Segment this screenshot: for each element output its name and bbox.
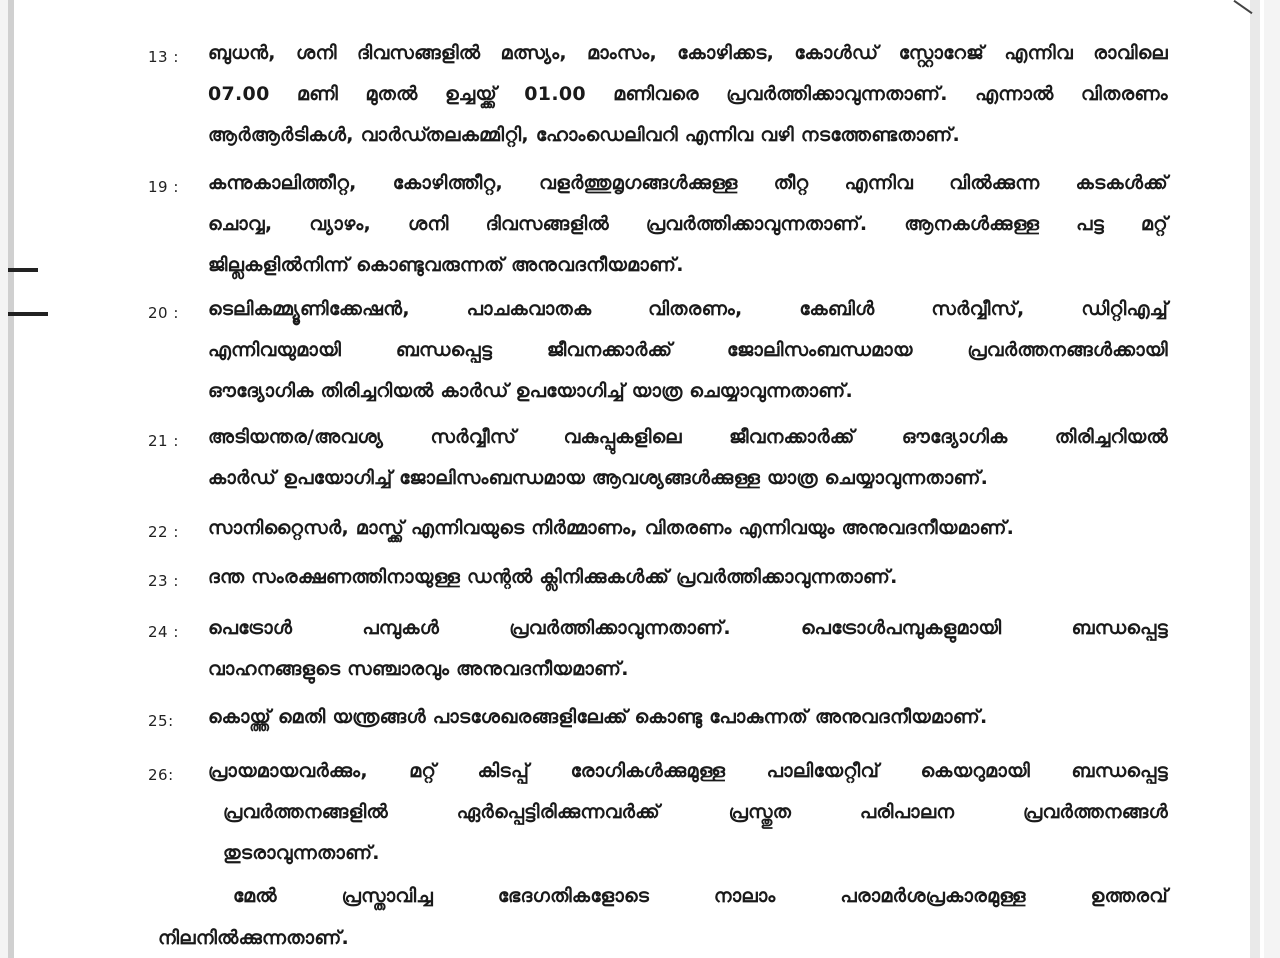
- clause-line: [208, 566, 1168, 588]
- clause-text: ദന്ത സംരക്ഷണത്തിനായുള്ള ഡന്റൽ ക്ലിനിക്കുകൾക്ക് പ്രവർത്തിക്കാവുന്നതാണ്.: [208, 566, 898, 588]
- clause-text: കാർഡ് ഉപയോഗിച്ച് ജോലിസംബന്ധമായ ആവശ്യങ്ങൾക്കുള്ള യാത്ര ചെയ്യാവുന്നതാണ്.: [208, 467, 989, 489]
- word: പമ്പുകൾ: [362, 617, 440, 639]
- word: എന്നിവ: [844, 172, 914, 194]
- word: രാവിലെ: [1093, 42, 1168, 64]
- clause-text: ജില്ലകളിൽനിന്ന് കൊണ്ടുവരുന്നത് അനുവദനീയമാണ്.: [208, 254, 684, 276]
- word: എന്നിവ: [1004, 42, 1073, 64]
- word: തീറ്റ: [773, 172, 809, 194]
- word: എന്നാൽ: [975, 83, 1054, 105]
- closing-line-1: [233, 885, 1168, 907]
- word: സ്റ്റോറേജ്: [898, 42, 985, 64]
- word: പ്രവർത്തിക്കാവുന്നതാണ്.: [726, 83, 948, 105]
- word: രോഗികൾക്കുമുള്ള: [570, 760, 726, 782]
- clause-text: തുടരാവുന്നതാണ്.: [223, 842, 380, 864]
- scan-edge-mark: [8, 268, 38, 272]
- clause-text: ഔദ്യോഗിക തിരിച്ചറിയൽ കാർഡ് ഉപയോഗിച്ച് യാത്ര ചെയ്യാവുന്നതാണ്.: [208, 380, 853, 402]
- word: ടെലികമ്മ്യൂണിക്കേഷൻ,: [208, 298, 410, 320]
- clause-number: 22 :: [148, 523, 179, 541]
- word: പ്രസ്താവിച്ച: [341, 885, 434, 907]
- clause-text: വാഹനങ്ങളുടെ സഞ്ചാരവും അനുവദനീയമാണ്.: [208, 658, 629, 680]
- word: പെട്രോൾ: [208, 617, 293, 639]
- word: കോൾഡ്: [794, 42, 879, 64]
- word: കടകൾക്ക്: [1075, 172, 1168, 194]
- word: വളർത്തുമൃഗങ്ങൾക്കുള്ള: [539, 172, 738, 194]
- word: കോഴിക്കട,: [677, 42, 775, 64]
- word: മേൽ: [233, 885, 277, 907]
- word: വിതരണം: [1081, 83, 1168, 105]
- word: ബന്ധപ്പെട്ട: [1071, 760, 1168, 782]
- word: പ്രായമായവർക്കും,: [208, 760, 368, 782]
- word: വ്യാഴം,: [309, 213, 372, 235]
- word: പ്രവർത്തനങ്ങൾക്കായി: [967, 339, 1168, 361]
- clause-line: [208, 426, 1168, 448]
- clause-line: [208, 254, 1168, 276]
- word: പാചകവാതക: [466, 298, 592, 320]
- document-page: [8, 0, 1264, 958]
- scan-edge-mark: [8, 312, 48, 316]
- clause-text: ആർആർടികൾ, വാർഡ്തലകമ്മിറ്റി, ഹോംഡെലിവറി എന്നിവ വഴി നടത്തേണ്ടതാണ്.: [208, 124, 960, 146]
- word: ജീവനക്കാർക്ക്: [546, 339, 673, 361]
- word: ഉച്ചയ്ക്ക്: [444, 83, 497, 105]
- word: മറ്റ്: [409, 760, 437, 782]
- clause-number: 21 :: [148, 432, 179, 450]
- closing-line-2: [158, 927, 1168, 949]
- word: പരാമർശപ്രകാരമുള്ള: [840, 885, 1026, 907]
- word: കോഴിത്തീറ്റ,: [392, 172, 503, 194]
- word: അടിയന്തര/അവശ്യ: [208, 426, 384, 448]
- clause-line: [208, 658, 1168, 680]
- scan-left-edge: [8, 0, 14, 958]
- word: വിൽക്കുന്ന: [949, 172, 1040, 194]
- word: പരിപാലന: [859, 801, 955, 823]
- word: മത്സ്യം,: [500, 42, 567, 64]
- word: നാലാം: [713, 885, 776, 907]
- clause-line: [208, 298, 1168, 320]
- word: മണി: [296, 83, 339, 105]
- word: തിരിച്ചറിയൽ: [1054, 426, 1168, 448]
- clause-number: 24 :: [148, 623, 179, 641]
- clause-line: [223, 842, 1168, 864]
- clause-number: 13 :: [148, 48, 179, 66]
- word: ബുധൻ,: [208, 42, 276, 64]
- word: എന്നിവയുമായി: [208, 339, 342, 361]
- clause-text: സാനിറ്റൈസർ, മാസ്ക്ക് എന്നിവയുടെ നിർമ്മാണം, വിതരണം എന്നിവയും അനുവദനീയമാണ്.: [208, 517, 1015, 539]
- scan-right-edge: [1250, 0, 1260, 958]
- word: കിടപ്പ്: [477, 760, 530, 782]
- word: ജീവനക്കാർക്ക്: [729, 426, 855, 448]
- word: ജോലിസംബന്ധമായ: [726, 339, 913, 361]
- word: മറ്റ്: [1141, 213, 1168, 235]
- word: വിതരണം,: [648, 298, 743, 320]
- clause-line: [223, 801, 1168, 823]
- word: പ്രവർത്തനങ്ങളിൽ: [223, 801, 389, 823]
- word: ബന്ധപ്പെട്ട: [395, 339, 493, 361]
- clause-number: 20 :: [148, 304, 179, 322]
- word: ഭേദഗതികളോടെ: [497, 885, 650, 907]
- clause-line: [208, 517, 1168, 539]
- clause-line: [208, 42, 1168, 64]
- word: ശനി: [296, 42, 337, 64]
- clause-number: 23 :: [148, 572, 179, 590]
- clause-line: [208, 172, 1168, 194]
- word: ഡിറ്റിഎച്ച്: [1081, 298, 1168, 320]
- word: പട്ട: [1076, 213, 1105, 235]
- word: വകുപ്പുകളിലെ: [563, 426, 682, 448]
- word: കേബിൾ: [799, 298, 875, 320]
- clause-number: 25:: [148, 712, 174, 730]
- word: മണിവരെ: [613, 83, 699, 105]
- clause-line: [208, 706, 1168, 728]
- closing-text: നിലനിൽക്കുന്നതാണ്.: [158, 927, 350, 949]
- word: ശനി: [407, 213, 449, 235]
- clause-line: [208, 467, 1168, 489]
- clause-number: 19 :: [148, 178, 179, 196]
- word: 01.00: [524, 83, 586, 105]
- clause-line: [208, 213, 1168, 235]
- word: 07.00: [208, 83, 270, 105]
- word: ചൊവ്വ,: [208, 213, 273, 235]
- clause-line: [208, 124, 1168, 146]
- word: ബന്ധപ്പെട്ട: [1071, 617, 1168, 639]
- clause-line: [208, 339, 1168, 361]
- clause-line: [208, 83, 1168, 105]
- clause-number: 26:: [148, 766, 174, 784]
- word: ഔദ്യോഗിക: [901, 426, 1008, 448]
- clause-line: [208, 380, 1168, 402]
- word: സർവ്വീസ്,: [931, 298, 1025, 320]
- word: ആനകൾക്കുള്ള: [904, 213, 1040, 235]
- word: ഉത്തരവ്: [1090, 885, 1168, 907]
- word: മുതൽ: [365, 83, 418, 105]
- clause-line: [208, 617, 1168, 639]
- word: ദിവസങ്ങളിൽ: [485, 213, 609, 235]
- word: കെയറുമായി: [920, 760, 1031, 782]
- word: പെട്രോൾപമ്പുകളുമായി: [800, 617, 1002, 639]
- word: ദിവസങ്ങളിൽ: [357, 42, 481, 64]
- word: പ്രസ്തുത: [728, 801, 792, 823]
- word: സർവ്വീസ്: [430, 426, 517, 448]
- word: പ്രവർത്തിക്കാവുന്നതാണ്.: [645, 213, 868, 235]
- word: മാംസം,: [587, 42, 658, 64]
- word: ഏർപ്പെട്ടിരിക്കുന്നവർക്ക്: [456, 801, 660, 823]
- word: പ്രവർത്തിക്കാവുന്നതാണ്.: [509, 617, 731, 639]
- word: പാലിയേറ്റീവ്: [766, 760, 880, 782]
- clause-text: കൊയ്ത്ത് മെതി യന്ത്രങ്ങൾ പാടശേഖരങ്ങളിലേക്ക് കൊണ്ടു പോകുന്നത് അനുവദനീയമാണ്.: [208, 706, 988, 728]
- word: കന്നുകാലിത്തീറ്റ,: [208, 172, 357, 194]
- clause-line: [208, 760, 1168, 782]
- word: പ്രവർത്തനങ്ങൾ: [1023, 801, 1168, 823]
